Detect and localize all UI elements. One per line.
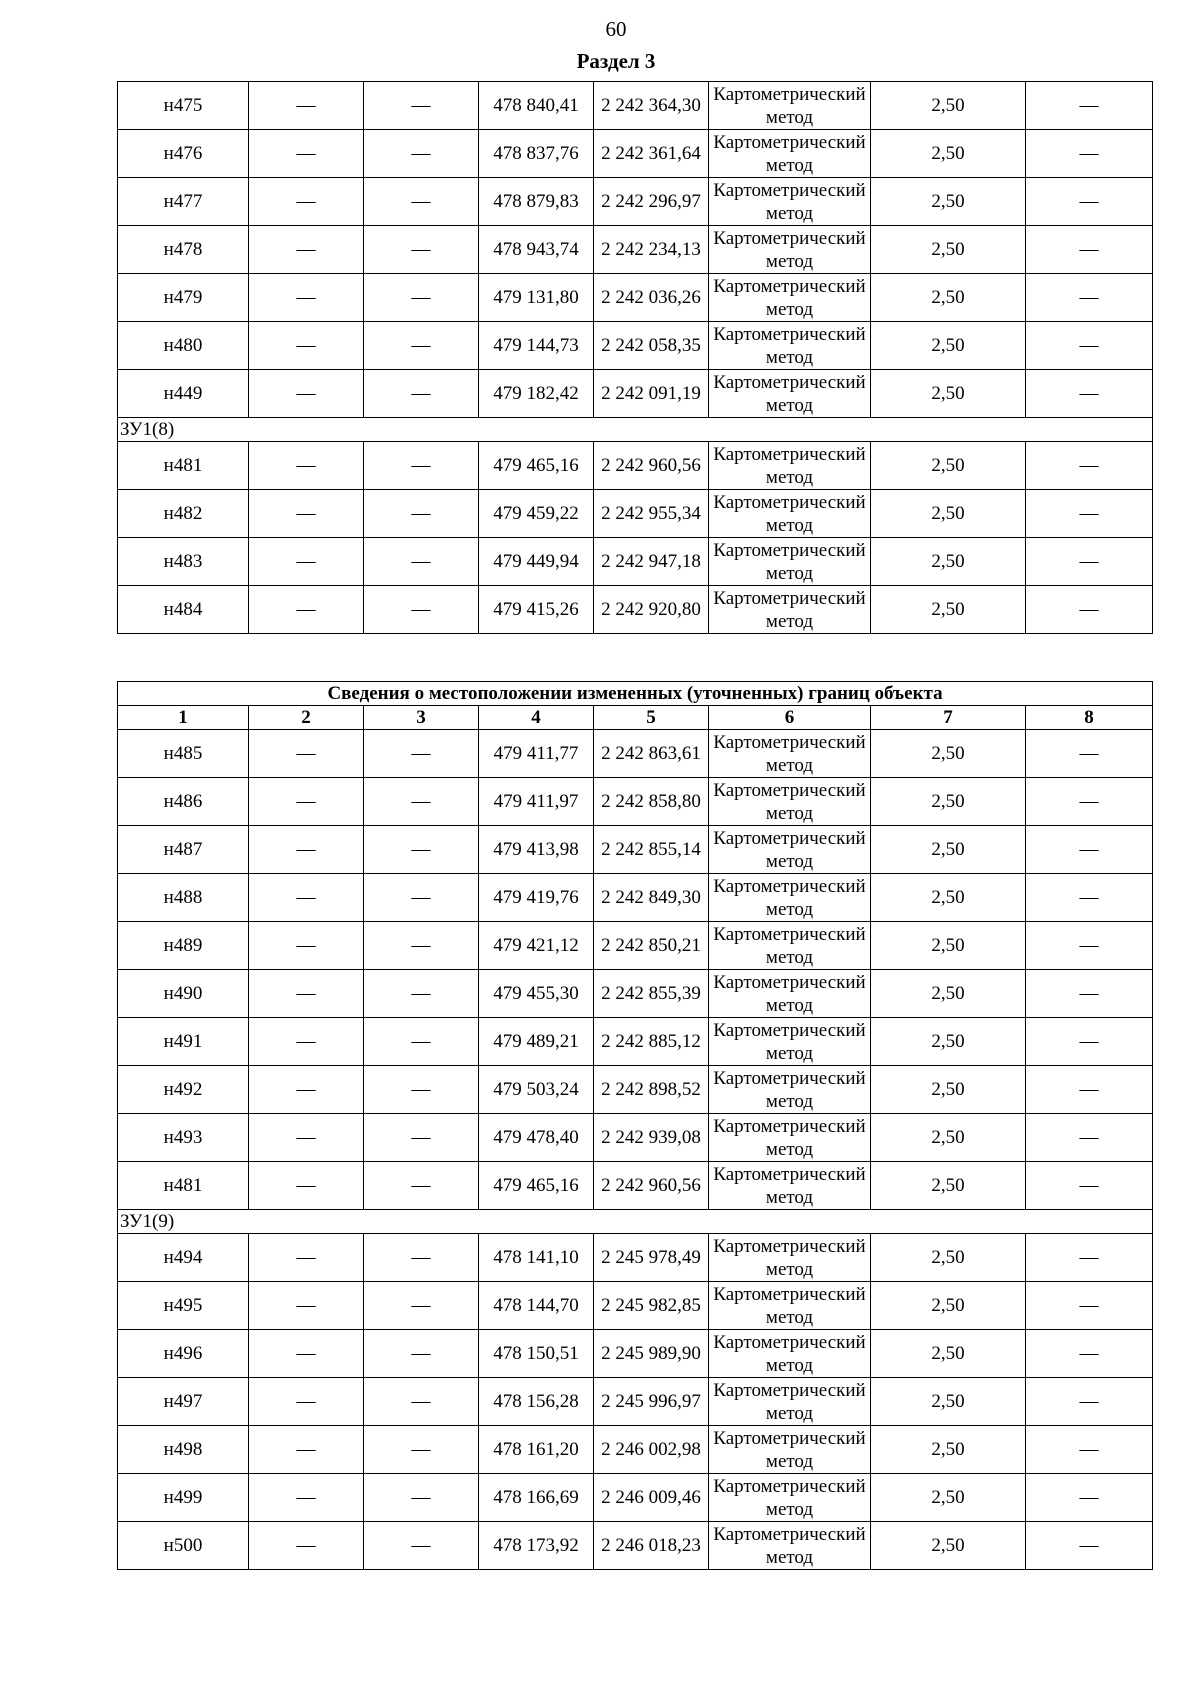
table-body (118, 82, 1153, 634)
column-number: 7 (871, 706, 1026, 730)
column-2-cell: — (249, 1018, 364, 1066)
x-coordinate-cell: 479 503,24 (479, 1066, 594, 1114)
column-3-cell: — (364, 274, 479, 322)
column-8-cell: — (1026, 1162, 1153, 1210)
accuracy-cell: 2,50 (871, 1378, 1026, 1426)
column-3-cell: — (364, 370, 479, 418)
x-coordinate-cell: 479 449,94 (479, 538, 594, 586)
method-cell: Картометрический метод (709, 538, 871, 586)
method-cell: Картометрический метод (709, 178, 871, 226)
column-8-cell: — (1026, 370, 1153, 418)
table-row (118, 1474, 1153, 1522)
column-3-cell: — (364, 586, 479, 634)
x-coordinate-cell: 478 144,70 (479, 1282, 594, 1330)
table-row (118, 1378, 1153, 1426)
point-number-cell: н488 (118, 874, 249, 922)
method-cell: Картометрический метод (709, 226, 871, 274)
point-number-cell: н487 (118, 826, 249, 874)
x-coordinate-cell: 479 411,77 (479, 730, 594, 778)
point-number-cell: н483 (118, 538, 249, 586)
table-row (118, 970, 1153, 1018)
table-caption: Сведения о местоположении измененных (уточненных) границ объекта (118, 682, 1153, 706)
column-number: 4 (479, 706, 594, 730)
column-3-cell: — (364, 442, 479, 490)
column-2-cell: — (249, 826, 364, 874)
table-row (118, 922, 1153, 970)
column-3-cell: — (364, 1282, 479, 1330)
section-title: Раздел 3 (576, 49, 656, 73)
accuracy-cell: 2,50 (871, 1114, 1026, 1162)
x-coordinate-cell: 479 465,16 (479, 442, 594, 490)
table-row (118, 1162, 1153, 1210)
method-cell: Картометрический метод (709, 130, 871, 178)
accuracy-cell: 2,50 (871, 970, 1026, 1018)
y-coordinate-cell: 2 245 982,85 (594, 1282, 709, 1330)
group-header-row (118, 1210, 1153, 1234)
x-coordinate-cell: 479 465,16 (479, 1162, 594, 1210)
column-8-cell: — (1026, 442, 1153, 490)
y-coordinate-cell: 2 242 855,14 (594, 826, 709, 874)
y-coordinate-cell: 2 245 978,49 (594, 1234, 709, 1282)
column-number-row (118, 706, 1153, 730)
method-cell: Картометрический метод (709, 322, 871, 370)
x-coordinate-cell: 479 415,26 (479, 586, 594, 634)
column-3-cell: — (364, 922, 479, 970)
accuracy-cell: 2,50 (871, 1330, 1026, 1378)
accuracy-cell: 2,50 (871, 1474, 1026, 1522)
y-coordinate-cell: 2 242 850,21 (594, 922, 709, 970)
column-number: 6 (709, 706, 871, 730)
accuracy-cell: 2,50 (871, 922, 1026, 970)
column-2-cell: — (249, 1162, 364, 1210)
y-coordinate-cell: 2 242 296,97 (594, 178, 709, 226)
y-coordinate-cell: 2 242 036,26 (594, 274, 709, 322)
column-8-cell: — (1026, 1018, 1153, 1066)
column-3-cell: — (364, 1162, 479, 1210)
y-coordinate-cell: 2 242 849,30 (594, 874, 709, 922)
table-row (118, 730, 1153, 778)
method-cell: Картометрический метод (709, 826, 871, 874)
accuracy-cell: 2,50 (871, 586, 1026, 634)
y-coordinate-cell: 2 242 960,56 (594, 442, 709, 490)
y-coordinate-cell: 2 242 855,39 (594, 970, 709, 1018)
table-caption-row (118, 682, 1153, 706)
column-8-cell: — (1026, 226, 1153, 274)
column-8-cell: — (1026, 922, 1153, 970)
column-3-cell: — (364, 1474, 479, 1522)
group-label: ЗУ1(9) (118, 1210, 1153, 1234)
column-number: 1 (118, 706, 249, 730)
column-8-cell: — (1026, 1282, 1153, 1330)
x-coordinate-cell: 478 156,28 (479, 1378, 594, 1426)
table-row (118, 826, 1153, 874)
column-2-cell: — (249, 442, 364, 490)
point-number-cell: н481 (118, 1162, 249, 1210)
point-number-cell: н491 (118, 1018, 249, 1066)
column-3-cell: — (364, 1066, 479, 1114)
point-number-cell: н449 (118, 370, 249, 418)
x-coordinate-cell: 478 161,20 (479, 1426, 594, 1474)
point-number-cell: н499 (118, 1474, 249, 1522)
point-number-cell: н497 (118, 1378, 249, 1426)
x-coordinate-cell: 479 413,98 (479, 826, 594, 874)
table-row (118, 1522, 1153, 1570)
column-2-cell: — (249, 778, 364, 826)
table-row (118, 82, 1153, 130)
point-number-cell: н500 (118, 1522, 249, 1570)
point-number-cell: н476 (118, 130, 249, 178)
y-coordinate-cell: 2 242 947,18 (594, 538, 709, 586)
column-2-cell: — (249, 490, 364, 538)
column-8-cell: — (1026, 1066, 1153, 1114)
point-number-cell: н481 (118, 442, 249, 490)
y-coordinate-cell: 2 242 960,56 (594, 1162, 709, 1210)
column-8-cell: — (1026, 490, 1153, 538)
column-3-cell: — (364, 1114, 479, 1162)
table-row (118, 1282, 1153, 1330)
column-3-cell: — (364, 538, 479, 586)
y-coordinate-cell: 2 242 361,64 (594, 130, 709, 178)
method-cell: Картометрический метод (709, 586, 871, 634)
column-8-cell: — (1026, 1330, 1153, 1378)
method-cell: Картометрический метод (709, 1282, 871, 1330)
y-coordinate-cell: 2 242 955,34 (594, 490, 709, 538)
column-2-cell: — (249, 1282, 364, 1330)
x-coordinate-cell: 479 489,21 (479, 1018, 594, 1066)
point-number-cell: н498 (118, 1426, 249, 1474)
column-2-cell: — (249, 874, 364, 922)
table-row (118, 1234, 1153, 1282)
column-8-cell: — (1026, 1474, 1153, 1522)
point-number-cell: н490 (118, 970, 249, 1018)
column-3-cell: — (364, 82, 479, 130)
accuracy-cell: 2,50 (871, 826, 1026, 874)
accuracy-cell: 2,50 (871, 730, 1026, 778)
method-cell: Картометрический метод (709, 82, 871, 130)
column-8-cell: — (1026, 874, 1153, 922)
column-3-cell: — (364, 178, 479, 226)
x-coordinate-cell: 479 144,73 (479, 322, 594, 370)
column-8-cell: — (1026, 1378, 1153, 1426)
column-3-cell: — (364, 1426, 479, 1474)
column-2-cell: — (249, 1234, 364, 1282)
table-row (118, 874, 1153, 922)
point-number-cell: н478 (118, 226, 249, 274)
y-coordinate-cell: 2 242 920,80 (594, 586, 709, 634)
point-number-cell: н492 (118, 1066, 249, 1114)
table-row (118, 1330, 1153, 1378)
point-number-cell: н475 (118, 82, 249, 130)
table-row (118, 178, 1153, 226)
table-row (118, 1066, 1153, 1114)
x-coordinate-cell: 478 141,10 (479, 1234, 594, 1282)
column-3-cell: — (364, 1378, 479, 1426)
x-coordinate-cell: 478 837,76 (479, 130, 594, 178)
y-coordinate-cell: 2 245 989,90 (594, 1330, 709, 1378)
group-label: ЗУ1(8) (118, 418, 1153, 442)
table-row (118, 490, 1153, 538)
column-8-cell: — (1026, 130, 1153, 178)
column-3-cell: — (364, 1330, 479, 1378)
column-2-cell: — (249, 178, 364, 226)
accuracy-cell: 2,50 (871, 1282, 1026, 1330)
accuracy-cell: 2,50 (871, 1018, 1026, 1066)
table-row (118, 274, 1153, 322)
column-3-cell: — (364, 226, 479, 274)
column-8-cell: — (1026, 730, 1153, 778)
column-2-cell: — (249, 1426, 364, 1474)
x-coordinate-cell: 479 421,12 (479, 922, 594, 970)
accuracy-cell: 2,50 (871, 130, 1026, 178)
table-row (118, 1114, 1153, 1162)
column-2-cell: — (249, 370, 364, 418)
column-2-cell: — (249, 82, 364, 130)
column-2-cell: — (249, 1330, 364, 1378)
table-row (118, 130, 1153, 178)
column-8-cell: — (1026, 970, 1153, 1018)
table-body (118, 730, 1153, 1570)
y-coordinate-cell: 2 242 863,61 (594, 730, 709, 778)
x-coordinate-cell: 478 150,51 (479, 1330, 594, 1378)
x-coordinate-cell: 479 455,30 (479, 970, 594, 1018)
accuracy-cell: 2,50 (871, 1066, 1026, 1114)
accuracy-cell: 2,50 (871, 1234, 1026, 1282)
x-coordinate-cell: 478 879,83 (479, 178, 594, 226)
x-coordinate-cell: 479 411,97 (479, 778, 594, 826)
group-header-row (118, 418, 1153, 442)
accuracy-cell: 2,50 (871, 226, 1026, 274)
column-2-cell: — (249, 226, 364, 274)
point-number-cell: н485 (118, 730, 249, 778)
accuracy-cell: 2,50 (871, 442, 1026, 490)
column-3-cell: — (364, 130, 479, 178)
point-number-cell: н477 (118, 178, 249, 226)
method-cell: Картометрический метод (709, 1426, 871, 1474)
method-cell: Картометрический метод (709, 274, 871, 322)
point-number-cell: н484 (118, 586, 249, 634)
x-coordinate-cell: 478 173,92 (479, 1522, 594, 1570)
column-8-cell: — (1026, 178, 1153, 226)
accuracy-cell: 2,50 (871, 1522, 1026, 1570)
column-8-cell: — (1026, 1522, 1153, 1570)
point-number-cell: н482 (118, 490, 249, 538)
y-coordinate-cell: 2 246 002,98 (594, 1426, 709, 1474)
method-cell: Картометрический метод (709, 1378, 871, 1426)
column-8-cell: — (1026, 274, 1153, 322)
x-coordinate-cell: 479 419,76 (479, 874, 594, 922)
column-2-cell: — (249, 1114, 364, 1162)
column-8-cell: — (1026, 538, 1153, 586)
table-row (118, 322, 1153, 370)
column-3-cell: — (364, 1234, 479, 1282)
point-number-cell: н489 (118, 922, 249, 970)
column-number: 3 (364, 706, 479, 730)
x-coordinate-cell: 478 166,69 (479, 1474, 594, 1522)
accuracy-cell: 2,50 (871, 1162, 1026, 1210)
column-3-cell: — (364, 778, 479, 826)
column-3-cell: — (364, 1018, 479, 1066)
column-3-cell: — (364, 322, 479, 370)
column-8-cell: — (1026, 778, 1153, 826)
accuracy-cell: 2,50 (871, 874, 1026, 922)
column-2-cell: — (249, 130, 364, 178)
column-3-cell: — (364, 874, 479, 922)
method-cell: Картометрический метод (709, 442, 871, 490)
column-3-cell: — (364, 490, 479, 538)
method-cell: Картометрический метод (709, 1114, 871, 1162)
y-coordinate-cell: 2 242 898,52 (594, 1066, 709, 1114)
table-row (118, 442, 1153, 490)
column-2-cell: — (249, 586, 364, 634)
y-coordinate-cell: 2 242 234,13 (594, 226, 709, 274)
point-number-cell: н496 (118, 1330, 249, 1378)
method-cell: Картометрический метод (709, 370, 871, 418)
table-row (118, 1018, 1153, 1066)
method-cell: Картометрический метод (709, 970, 871, 1018)
y-coordinate-cell: 2 242 885,12 (594, 1018, 709, 1066)
table-row (118, 778, 1153, 826)
column-8-cell: — (1026, 1114, 1153, 1162)
column-2-cell: — (249, 322, 364, 370)
method-cell: Картометрический метод (709, 1522, 871, 1570)
method-cell: Картометрический метод (709, 1018, 871, 1066)
column-3-cell: — (364, 730, 479, 778)
column-number: 8 (1026, 706, 1153, 730)
method-cell: Картометрический метод (709, 490, 871, 538)
column-2-cell: — (249, 922, 364, 970)
x-coordinate-cell: 478 840,41 (479, 82, 594, 130)
accuracy-cell: 2,50 (871, 538, 1026, 586)
method-cell: Картометрический метод (709, 730, 871, 778)
column-8-cell: — (1026, 322, 1153, 370)
accuracy-cell: 2,50 (871, 370, 1026, 418)
y-coordinate-cell: 2 242 058,35 (594, 322, 709, 370)
column-number: 2 (249, 706, 364, 730)
column-2-cell: — (249, 970, 364, 1018)
column-3-cell: — (364, 970, 479, 1018)
accuracy-cell: 2,50 (871, 178, 1026, 226)
method-cell: Картометрический метод (709, 922, 871, 970)
column-2-cell: — (249, 274, 364, 322)
column-8-cell: — (1026, 1426, 1153, 1474)
point-number-cell: н493 (118, 1114, 249, 1162)
table-row (118, 370, 1153, 418)
table-row (118, 1426, 1153, 1474)
x-coordinate-cell: 479 131,80 (479, 274, 594, 322)
column-8-cell: — (1026, 586, 1153, 634)
accuracy-cell: 2,50 (871, 322, 1026, 370)
y-coordinate-cell: 2 242 939,08 (594, 1114, 709, 1162)
x-coordinate-cell: 479 459,22 (479, 490, 594, 538)
accuracy-cell: 2,50 (871, 274, 1026, 322)
y-coordinate-cell: 2 242 858,80 (594, 778, 709, 826)
x-coordinate-cell: 479 478,40 (479, 1114, 594, 1162)
method-cell: Картометрический метод (709, 1330, 871, 1378)
accuracy-cell: 2,50 (871, 1426, 1026, 1474)
point-number-cell: н494 (118, 1234, 249, 1282)
y-coordinate-cell: 2 242 364,30 (594, 82, 709, 130)
table-row (118, 586, 1153, 634)
accuracy-cell: 2,50 (871, 778, 1026, 826)
page-number: 60 (605, 17, 627, 41)
point-number-cell: н495 (118, 1282, 249, 1330)
column-number: 5 (594, 706, 709, 730)
method-cell: Картометрический метод (709, 1234, 871, 1282)
point-number-cell: н486 (118, 778, 249, 826)
table-row (118, 538, 1153, 586)
column-3-cell: — (364, 1522, 479, 1570)
column-2-cell: — (249, 1474, 364, 1522)
method-cell: Картометрический метод (709, 1066, 871, 1114)
y-coordinate-cell: 2 246 009,46 (594, 1474, 709, 1522)
accuracy-cell: 2,50 (871, 490, 1026, 538)
point-number-cell: н479 (118, 274, 249, 322)
x-coordinate-cell: 478 943,74 (479, 226, 594, 274)
point-number-cell: н480 (118, 322, 249, 370)
method-cell: Картометрический метод (709, 874, 871, 922)
column-8-cell: — (1026, 826, 1153, 874)
method-cell: Картометрический метод (709, 1474, 871, 1522)
y-coordinate-cell: 2 246 018,23 (594, 1522, 709, 1570)
x-coordinate-cell: 479 182,42 (479, 370, 594, 418)
column-8-cell: — (1026, 1234, 1153, 1282)
column-2-cell: — (249, 1522, 364, 1570)
y-coordinate-cell: 2 245 996,97 (594, 1378, 709, 1426)
column-2-cell: — (249, 730, 364, 778)
column-2-cell: — (249, 1378, 364, 1426)
table-row (118, 226, 1153, 274)
column-3-cell: — (364, 826, 479, 874)
column-2-cell: — (249, 538, 364, 586)
coordinates-table-continued (117, 81, 1153, 634)
column-8-cell: — (1026, 82, 1153, 130)
method-cell: Картометрический метод (709, 1162, 871, 1210)
accuracy-cell: 2,50 (871, 82, 1026, 130)
method-cell: Картометрический метод (709, 778, 871, 826)
column-2-cell: — (249, 1066, 364, 1114)
y-coordinate-cell: 2 242 091,19 (594, 370, 709, 418)
boundary-coordinates-table (117, 681, 1153, 1570)
